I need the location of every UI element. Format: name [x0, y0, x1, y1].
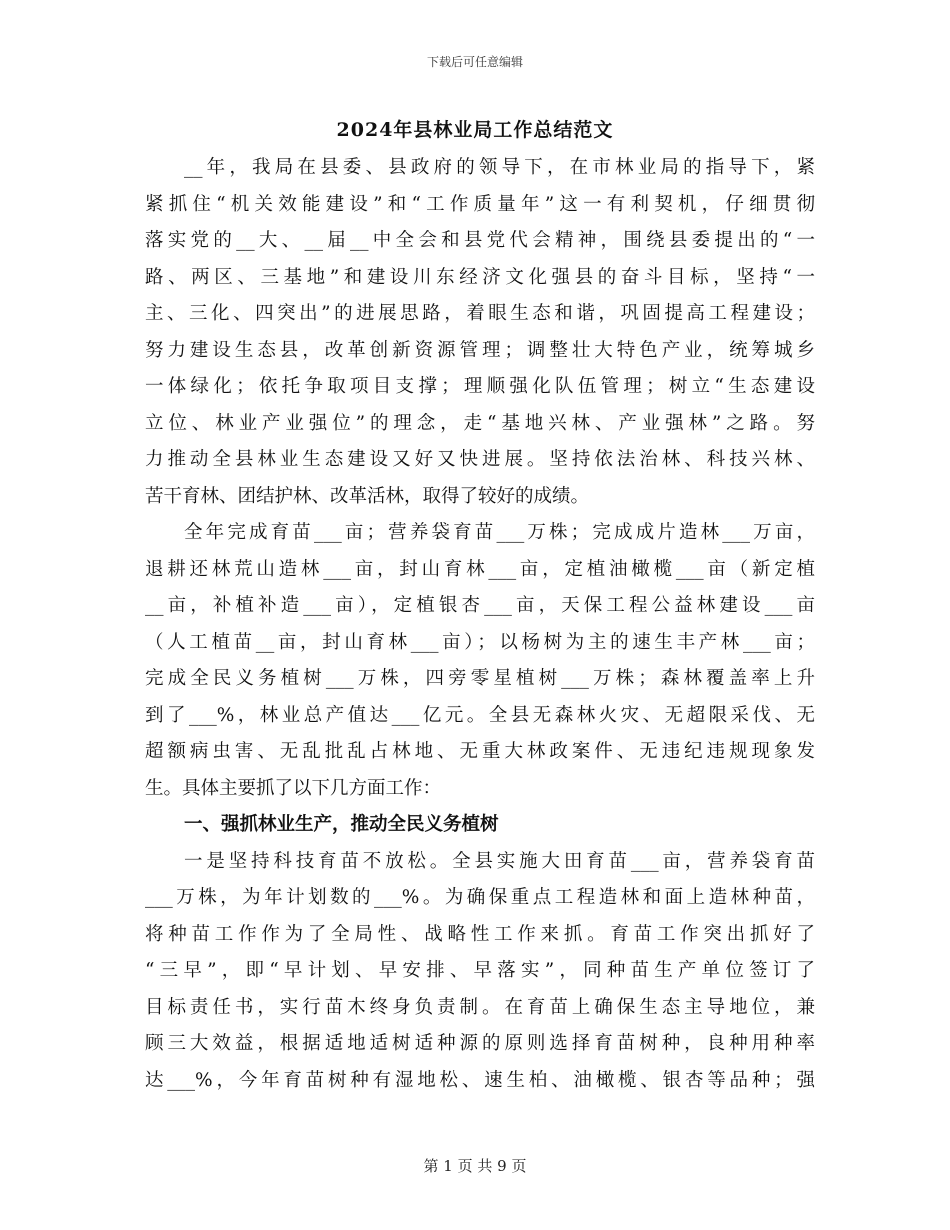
body-line: “三早”，即“早计划、早安排、早落实”，同种苗生产单位签订了 — [145, 960, 815, 981]
body-line: 退耕还林荒山造林___亩，封山育林___亩，定植油橄榄___亩（新定植 — [145, 558, 815, 580]
body-line: 完成全民义务植树___万株，四旁零星植树___万株；森林覆盖率上升 — [145, 668, 815, 689]
body-line: __年，我局在县委、县政府的领导下，在市林业局的指导下，紧 — [184, 157, 815, 178]
body-line: 生。具体主要抓了以下几方面工作： — [145, 777, 442, 799]
body-line: __亩，补植补造___亩），定植银杏___亩，天保工程公益林建设___亩 — [145, 595, 815, 616]
body-line: 苦干育林、团结护林、改革活林，取得了较好的成绩。 — [145, 485, 590, 507]
body-line: 力推动全县林业生态建设又好又快进展。坚持依法治林、科技兴林、 — [145, 449, 815, 470]
body-line: 立位、林业产业强位”的理念，走“基地兴林、产业强林”之路。努 — [145, 412, 815, 434]
body-line: ___万株，为年计划数的___%。为确保重点工程造林和面上造林种苗， — [145, 887, 815, 908]
body-line: 到了___%，林业总产值达___亿元。全县无森林火灾、无超限采伐、无 — [145, 704, 815, 726]
page-header-note: 下载后可任意编辑 — [426, 55, 523, 69]
body-line: 努力建设生态县，改革创新资源管理；调整壮大特色产业，统筹城乡 — [145, 339, 815, 361]
body-line: 将种苗工作作为了全局性、战略性工作来抓。育苗工作突出抓好了 — [145, 923, 815, 945]
body-line: 落实党的__大、__届__中全会和县党代会精神，围绕县委提出的“一 — [145, 230, 815, 251]
document-body — [145, 150, 815, 1099]
body-line: 紧抓住“机关效能建设”和“工作质量年”这一有利契机，仔细贯彻 — [145, 193, 815, 215]
body-line: 主、三化、四突出”的进展思路，着眼生态和谐，巩固提高工程建设； — [145, 303, 815, 324]
body-line: 目标责任书，实行苗木终身负责制。在育苗上确保生态主导地位，兼 — [145, 996, 815, 1018]
body-line: （人工植苗__亩，封山育林___亩）；以杨树为主的速生丰产林___亩； — [145, 631, 815, 653]
body-line: 顾三大效益，根据适地适树适种源的原则选择育苗树种，良种用种率 — [145, 1033, 815, 1054]
body-line: 一体绿化；依托争取项目支撑；理顺强化队伍管理；树立“生态建设 — [145, 376, 815, 397]
document-title: 2024年县林业局工作总结范文 — [336, 119, 614, 141]
body-line: 一是坚持科技育苗不放松。全县实施大田育苗___亩，营养袋育苗 — [184, 850, 815, 872]
body-line: 路、两区、三基地”和建设川东经济文化强县的奋斗目标，坚持“一 — [145, 266, 815, 288]
section-heading: 一、强抓林业生产，推动全民义务植树 — [184, 814, 499, 835]
body-line: 全年完成育苗___亩；营养袋育苗___万株；完成成片造林___万亩， — [184, 522, 815, 543]
page-footer-number: 第 1 页 共 9 页 — [423, 1157, 527, 1175]
body-line: 达___%，今年育苗树种有湿地松、速生柏、油橄榄、银杏等品种；强 — [145, 1069, 815, 1091]
body-line: 超额病虫害、无乱批乱占林地、无重大林政案件、无违纪违规现象发 — [145, 741, 815, 762]
